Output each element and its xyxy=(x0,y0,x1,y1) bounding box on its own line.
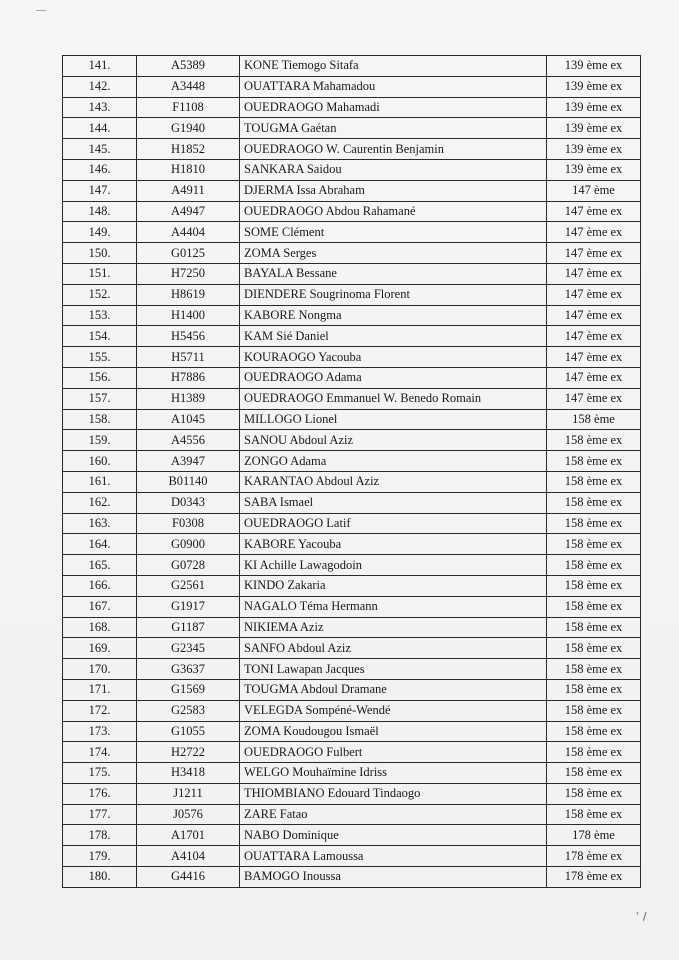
rank-cell: 147 ème ex xyxy=(547,201,641,222)
table-row xyxy=(63,555,641,576)
candidate-code-cell: H7886 xyxy=(137,367,240,388)
row-number-cell: 170. xyxy=(63,659,137,680)
table-row xyxy=(63,638,641,659)
rank-cell: 158 ème ex xyxy=(547,596,641,617)
rank-cell: 139 ème ex xyxy=(547,97,641,118)
candidate-name-cell: KONE Tiemogo Sitafa xyxy=(240,56,547,77)
candidate-name-cell: KI Achille Lawagodoin xyxy=(240,555,547,576)
table-row xyxy=(63,222,641,243)
candidate-code-cell: G4416 xyxy=(137,867,240,888)
candidate-code-cell: G1917 xyxy=(137,596,240,617)
table-row xyxy=(63,430,641,451)
table-row xyxy=(63,284,641,305)
candidate-name-cell: KAM Sié Daniel xyxy=(240,326,547,347)
rank-cell: 147 ème ex xyxy=(547,305,641,326)
results-table xyxy=(62,55,641,888)
table-row xyxy=(63,263,641,284)
candidate-code-cell: G2561 xyxy=(137,575,240,596)
candidate-name-cell: TONI Lawapan Jacques xyxy=(240,659,547,680)
row-number-cell: 164. xyxy=(63,534,137,555)
row-number-cell: 179. xyxy=(63,846,137,867)
candidate-code-cell: A4947 xyxy=(137,201,240,222)
row-number-cell: 155. xyxy=(63,347,137,368)
candidate-name-cell: NIKIEMA Aziz xyxy=(240,617,547,638)
row-number-cell: 173. xyxy=(63,721,137,742)
table-row xyxy=(63,451,641,472)
table-row xyxy=(63,742,641,763)
candidate-name-cell: SANOU Abdoul Aziz xyxy=(240,430,547,451)
candidate-code-cell: G1055 xyxy=(137,721,240,742)
table-row xyxy=(63,139,641,160)
candidate-code-cell: G0900 xyxy=(137,534,240,555)
candidate-name-cell: NAGALO Téma Hermann xyxy=(240,596,547,617)
candidate-code-cell: H5456 xyxy=(137,326,240,347)
candidate-code-cell: H1852 xyxy=(137,139,240,160)
candidate-code-cell: G1187 xyxy=(137,617,240,638)
candidate-name-cell: TOUGMA Gaétan xyxy=(240,118,547,139)
row-number-cell: 143. xyxy=(63,97,137,118)
candidate-code-cell: H3418 xyxy=(137,763,240,784)
candidate-name-cell: ZOMA Koudougou Ismaël xyxy=(240,721,547,742)
rank-cell: 158 ème ex xyxy=(547,679,641,700)
row-number-cell: 175. xyxy=(63,763,137,784)
row-number-cell: 141. xyxy=(63,56,137,77)
rank-cell: 147 ème xyxy=(547,180,641,201)
candidate-code-cell: A1701 xyxy=(137,825,240,846)
rank-cell: 147 ème ex xyxy=(547,326,641,347)
rank-cell: 158 ème ex xyxy=(547,659,641,680)
table-row xyxy=(63,326,641,347)
rank-cell: 178 ème xyxy=(547,825,641,846)
row-number-cell: 146. xyxy=(63,159,137,180)
candidate-name-cell: KOURAOGO Yacouba xyxy=(240,347,547,368)
table-row xyxy=(63,804,641,825)
candidate-code-cell: F0308 xyxy=(137,513,240,534)
candidate-name-cell: DIENDERE Sougrinoma Florent xyxy=(240,284,547,305)
row-number-cell: 154. xyxy=(63,326,137,347)
row-number-cell: 178. xyxy=(63,825,137,846)
table-row xyxy=(63,76,641,97)
table-row xyxy=(63,679,641,700)
row-number-cell: 171. xyxy=(63,679,137,700)
row-number-cell: 149. xyxy=(63,222,137,243)
row-number-cell: 174. xyxy=(63,742,137,763)
table-row xyxy=(63,825,641,846)
candidate-code-cell: A3448 xyxy=(137,76,240,97)
rank-cell: 158 ème ex xyxy=(547,638,641,659)
rank-cell: 139 ème ex xyxy=(547,118,641,139)
candidate-code-cell: H2722 xyxy=(137,742,240,763)
table-row xyxy=(63,118,641,139)
row-number-cell: 148. xyxy=(63,201,137,222)
row-number-cell: 142. xyxy=(63,76,137,97)
row-number-cell: 160. xyxy=(63,451,137,472)
rank-cell: 158 ème ex xyxy=(547,451,641,472)
rank-cell: 147 ème ex xyxy=(547,284,641,305)
candidate-name-cell: OUEDRAOGO W. Caurentin Benjamin xyxy=(240,139,547,160)
rank-cell: 147 ème ex xyxy=(547,347,641,368)
rank-cell: 147 ème ex xyxy=(547,222,641,243)
row-number-cell: 145. xyxy=(63,139,137,160)
rank-cell: 139 ème ex xyxy=(547,56,641,77)
candidate-name-cell: OUEDRAOGO Abdou Rahamané xyxy=(240,201,547,222)
candidate-name-cell: SANKARA Saidou xyxy=(240,159,547,180)
candidate-code-cell: J1211 xyxy=(137,783,240,804)
candidate-name-cell: NABO Dominique xyxy=(240,825,547,846)
table-row xyxy=(63,180,641,201)
candidate-name-cell: BAYALA Bessane xyxy=(240,263,547,284)
candidate-name-cell: THIOMBIANO Edouard Tindaogo xyxy=(240,783,547,804)
row-number-cell: 172. xyxy=(63,700,137,721)
candidate-name-cell: VELEGDA Sompéné-Wendé xyxy=(240,700,547,721)
table-row xyxy=(63,700,641,721)
candidate-code-cell: F1108 xyxy=(137,97,240,118)
candidate-code-cell: H5711 xyxy=(137,347,240,368)
table-row xyxy=(63,388,641,409)
row-number-cell: 163. xyxy=(63,513,137,534)
row-number-cell: 157. xyxy=(63,388,137,409)
candidate-name-cell: DJERMA Issa Abraham xyxy=(240,180,547,201)
table-row xyxy=(63,763,641,784)
rank-cell: 147 ème ex xyxy=(547,388,641,409)
candidate-name-cell: OUATTARA Lamoussa xyxy=(240,846,547,867)
candidate-name-cell: OUEDRAOGO Adama xyxy=(240,367,547,388)
row-number-cell: 169. xyxy=(63,638,137,659)
rank-cell: 158 ème ex xyxy=(547,575,641,596)
candidate-code-cell: A3947 xyxy=(137,451,240,472)
rank-cell: 158 ème ex xyxy=(547,430,641,451)
rank-cell: 158 ème xyxy=(547,409,641,430)
rank-cell: 158 ème ex xyxy=(547,492,641,513)
candidate-name-cell: WELGO Mouhaïmine Idriss xyxy=(240,763,547,784)
rank-cell: 158 ème ex xyxy=(547,471,641,492)
candidate-name-cell: SOME Clément xyxy=(240,222,547,243)
table-row xyxy=(63,492,641,513)
candidate-name-cell: OUEDRAOGO Emmanuel W. Benedo Romain xyxy=(240,388,547,409)
candidate-code-cell: G0728 xyxy=(137,555,240,576)
rank-cell: 147 ème ex xyxy=(547,367,641,388)
row-number-cell: 167. xyxy=(63,596,137,617)
table-row xyxy=(63,201,641,222)
table-row xyxy=(63,867,641,888)
row-number-cell: 152. xyxy=(63,284,137,305)
rank-cell: 178 ème ex xyxy=(547,846,641,867)
rank-cell: 158 ème ex xyxy=(547,721,641,742)
page-edge-mark xyxy=(36,10,46,11)
candidate-name-cell: SABA Ismael xyxy=(240,492,547,513)
table-row xyxy=(63,347,641,368)
candidate-code-cell: J0576 xyxy=(137,804,240,825)
table-row xyxy=(63,513,641,534)
rank-cell: 158 ème ex xyxy=(547,555,641,576)
candidate-code-cell: H1810 xyxy=(137,159,240,180)
candidate-name-cell: OUEDRAOGO Latif xyxy=(240,513,547,534)
candidate-code-cell: G1940 xyxy=(137,118,240,139)
row-number-cell: 176. xyxy=(63,783,137,804)
candidate-name-cell: ZOMA Serges xyxy=(240,243,547,264)
candidate-code-cell: A4104 xyxy=(137,846,240,867)
row-number-cell: 161. xyxy=(63,471,137,492)
row-number-cell: 156. xyxy=(63,367,137,388)
rank-cell: 158 ème ex xyxy=(547,783,641,804)
table-row xyxy=(63,97,641,118)
candidate-code-cell: H8619 xyxy=(137,284,240,305)
rank-cell: 178 ème ex xyxy=(547,867,641,888)
candidate-code-cell: A4556 xyxy=(137,430,240,451)
candidate-name-cell: MILLOGO Lionel xyxy=(240,409,547,430)
row-number-cell: 159. xyxy=(63,430,137,451)
table-row xyxy=(63,596,641,617)
candidate-name-cell: KINDO Zakaria xyxy=(240,575,547,596)
candidate-name-cell: ZARE Fatao xyxy=(240,804,547,825)
table-row xyxy=(63,575,641,596)
row-number-cell: 165. xyxy=(63,555,137,576)
rank-cell: 139 ème ex xyxy=(547,159,641,180)
candidate-code-cell: H1389 xyxy=(137,388,240,409)
table-row xyxy=(63,471,641,492)
candidate-name-cell: OUEDRAOGO Fulbert xyxy=(240,742,547,763)
table-row xyxy=(63,617,641,638)
candidate-name-cell: ZONGO Adama xyxy=(240,451,547,472)
table-row xyxy=(63,721,641,742)
candidate-code-cell: B01140 xyxy=(137,471,240,492)
row-number-cell: 144. xyxy=(63,118,137,139)
candidate-code-cell: D0343 xyxy=(137,492,240,513)
table-row xyxy=(63,846,641,867)
rank-cell: 158 ème ex xyxy=(547,742,641,763)
row-number-cell: 177. xyxy=(63,804,137,825)
rank-cell: 158 ème ex xyxy=(547,700,641,721)
table-row xyxy=(63,534,641,555)
candidate-code-cell: A5389 xyxy=(137,56,240,77)
row-number-cell: 168. xyxy=(63,617,137,638)
rank-cell: 147 ème ex xyxy=(547,263,641,284)
rank-cell: 158 ème ex xyxy=(547,763,641,784)
candidate-code-cell: A4911 xyxy=(137,180,240,201)
candidate-code-cell: H1400 xyxy=(137,305,240,326)
candidate-code-cell: A1045 xyxy=(137,409,240,430)
table-row xyxy=(63,159,641,180)
rank-cell: 158 ème ex xyxy=(547,513,641,534)
row-number-cell: 153. xyxy=(63,305,137,326)
candidate-name-cell: KABORE Nongma xyxy=(240,305,547,326)
candidate-code-cell: G1569 xyxy=(137,679,240,700)
table-row xyxy=(63,56,641,77)
candidate-name-cell: KARANTAO Abdoul Aziz xyxy=(240,471,547,492)
table-row xyxy=(63,783,641,804)
table-row xyxy=(63,409,641,430)
row-number-cell: 162. xyxy=(63,492,137,513)
row-number-cell: 180. xyxy=(63,867,137,888)
candidate-name-cell: KABORE Yacouba xyxy=(240,534,547,555)
row-number-cell: 150. xyxy=(63,243,137,264)
candidate-name-cell: OUEDRAOGO Mahamadi xyxy=(240,97,547,118)
row-number-cell: 166. xyxy=(63,575,137,596)
row-number-cell: 147. xyxy=(63,180,137,201)
results-table-body xyxy=(63,56,641,888)
rank-cell: 139 ème ex xyxy=(547,139,641,160)
candidate-name-cell: OUATTARA Mahamadou xyxy=(240,76,547,97)
candidate-name-cell: TOUGMA Abdoul Dramane xyxy=(240,679,547,700)
candidate-code-cell: G2583 xyxy=(137,700,240,721)
candidate-code-cell: G3637 xyxy=(137,659,240,680)
table-row xyxy=(63,367,641,388)
candidate-name-cell: BAMOGO Inoussa xyxy=(240,867,547,888)
rank-cell: 158 ème ex xyxy=(547,617,641,638)
rank-cell: 147 ème ex xyxy=(547,243,641,264)
candidate-code-cell: G2345 xyxy=(137,638,240,659)
page-corner-mark: ʿ / xyxy=(636,910,647,923)
candidate-code-cell: H7250 xyxy=(137,263,240,284)
table-row xyxy=(63,243,641,264)
candidate-code-cell: A4404 xyxy=(137,222,240,243)
candidate-name-cell: SANFO Abdoul Aziz xyxy=(240,638,547,659)
table-row xyxy=(63,659,641,680)
table-row xyxy=(63,305,641,326)
rank-cell: 139 ème ex xyxy=(547,76,641,97)
rank-cell: 158 ème ex xyxy=(547,534,641,555)
candidate-code-cell: G0125 xyxy=(137,243,240,264)
row-number-cell: 151. xyxy=(63,263,137,284)
row-number-cell: 158. xyxy=(63,409,137,430)
rank-cell: 158 ème ex xyxy=(547,804,641,825)
